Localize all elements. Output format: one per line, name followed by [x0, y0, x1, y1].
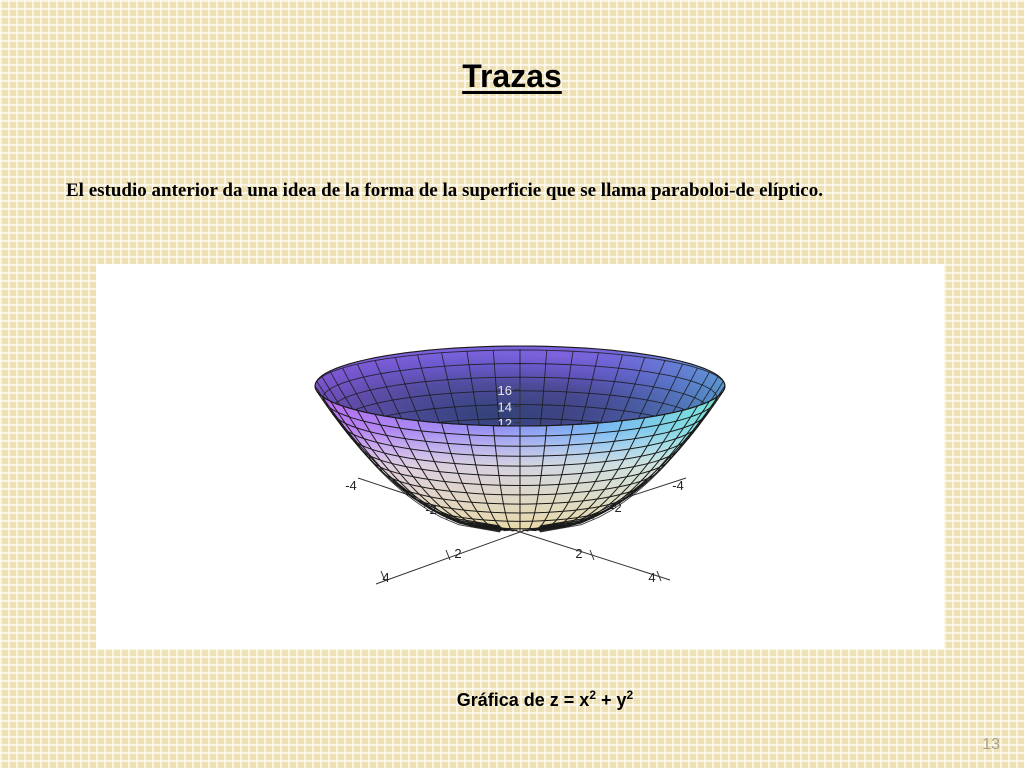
- x-axis-label-left-neg4: -4: [345, 478, 357, 493]
- figure-caption: [0, 688, 1024, 711]
- axis-label-front-right-2: 2: [575, 546, 583, 561]
- z-axis-tick-label: 12: [497, 415, 512, 431]
- axis-label-front-right-4: 4: [648, 570, 656, 585]
- caption-middle: + y: [596, 690, 627, 710]
- caption-exponent-1: 2: [589, 688, 597, 702]
- page-number: 13: [982, 736, 1000, 753]
- paraboloid-plot: [96, 264, 944, 649]
- x-axis-label-left-neg2: -2: [425, 502, 437, 517]
- caption-prefix: Gráfica de z = x: [456, 690, 590, 710]
- slide-title-text: Trazas: [462, 58, 562, 94]
- slide-title: [0, 58, 1024, 95]
- z-axis-tick-label: 16: [497, 383, 512, 398]
- caption-exponent-2: 2: [626, 688, 634, 702]
- body-paragraph: El estudio anterior da una idea de la forma de la superficie que se llama paraboloi-de elíptico.: [66, 180, 823, 201]
- y-axis-label-right-neg4: -4: [672, 478, 684, 493]
- axis-label-front-left-2: 2: [454, 546, 462, 561]
- y-axis-label-right-neg2: -2: [610, 500, 622, 515]
- axis-label-front-left-4: 4: [382, 570, 390, 585]
- axes-front: [376, 532, 670, 584]
- z-axis-tick-label: 14: [497, 399, 512, 415]
- figure-panel: [96, 264, 944, 649]
- x-axis-front-line: [376, 532, 520, 584]
